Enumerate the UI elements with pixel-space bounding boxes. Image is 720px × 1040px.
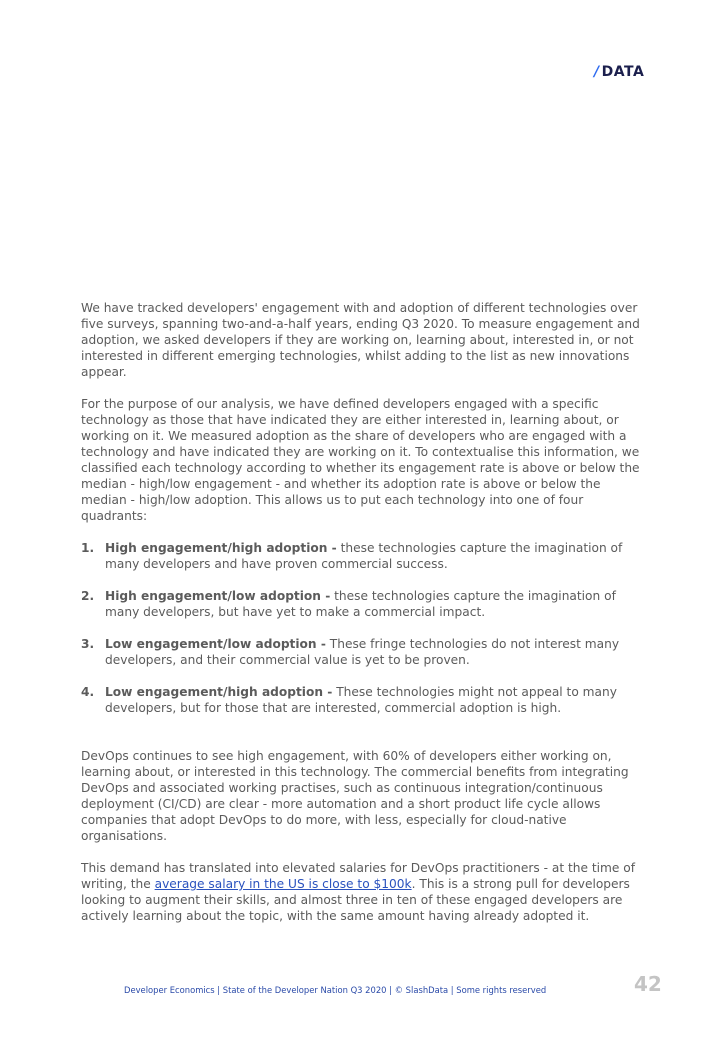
list-item (81, 636, 641, 668)
quadrant-term: Low engagement/low adoption - (105, 637, 326, 651)
footer-text: Developer Economics | State of the Developer Nation Q3 2020 | © SlashData | Some rights reserved (124, 985, 547, 995)
main-content (81, 300, 641, 940)
list-number: 1. (81, 541, 95, 555)
list-number: 2. (81, 589, 95, 603)
paragraph-definitions: For the purpose of our analysis, we have defined developers engaged with a specific technology as those that have indicated they are either interested in, learning about, or working on it. We measured adoption as the share of developers who are engaged with a technology and have indicated they are working on it. To contextualise this information, we classified each technology according to whether its engagement rate is above or below the median - high/low engagement - and whether its adoption rate is above or below the median - high/low adoption. This allows us to put each technology into one of four quadrants: (81, 397, 640, 523)
list-item (81, 588, 641, 620)
quadrant-desc: These technologies might not appeal to many developers, but for those that are interested, commercial adoption is high. (105, 685, 617, 715)
logo-text: DATA (601, 64, 645, 80)
quadrant-desc: these technologies capture the imagination of many developers, but have yet to make a commercial impact. (105, 589, 616, 619)
slashdata-logo (594, 64, 644, 80)
list-item (81, 684, 641, 716)
page-number: 42 (634, 972, 662, 996)
list-item (81, 540, 641, 572)
quadrant-list (81, 540, 641, 716)
quadrant-term: High engagement/low adoption - (105, 589, 331, 603)
logo-slash: / (594, 64, 600, 80)
paragraph-intro: We have tracked developers' engagement with and adoption of different technologies over five surveys, spanning two-and-a-half years, ending Q3 2020. To measure engagement and adoption, we asked developers if they are working on, learning about, interested in, or not interested in different emerging technologies, whilst adding to the list as new innovations appear. (81, 301, 640, 379)
paragraph-devops: DevOps continues to see high engagement, with 60% of developers either working on, learning about, or interested in this technology. The commercial benefits from integrating DevOps and associated working practises, such as continuous integration/continuous deployment (CI/CD) are clear - more automation and a short product life cycle allows companies that adopt DevOps to do more, with less, especially for cloud-native organisations. (81, 749, 629, 843)
quadrant-desc: these technologies capture the imagination of many developers and have proven commercial success. (105, 541, 623, 571)
paragraph-salary (81, 860, 641, 924)
quadrant-desc: These fringe technologies do not interest many developers, and their commercial value is yet to be proven. (105, 637, 620, 667)
list-number: 3. (81, 637, 95, 651)
list-number: 4. (81, 685, 95, 699)
salary-link[interactable]: average salary in the US is close to $100k (154, 877, 412, 891)
quadrant-term: High engagement/high adoption - (105, 541, 337, 555)
salary-text-post: . This is a strong pull for developers looking to augment their skills, and almost three in ten of these engaged developers are actively learning about the topic, with the same amount having already adopted it. (81, 877, 630, 923)
salary-text-pre: This demand has translated into elevated salaries for DevOps practitioners - at the time of writing, the (81, 861, 636, 891)
quadrant-term: Low engagement/high adoption - (105, 685, 333, 699)
